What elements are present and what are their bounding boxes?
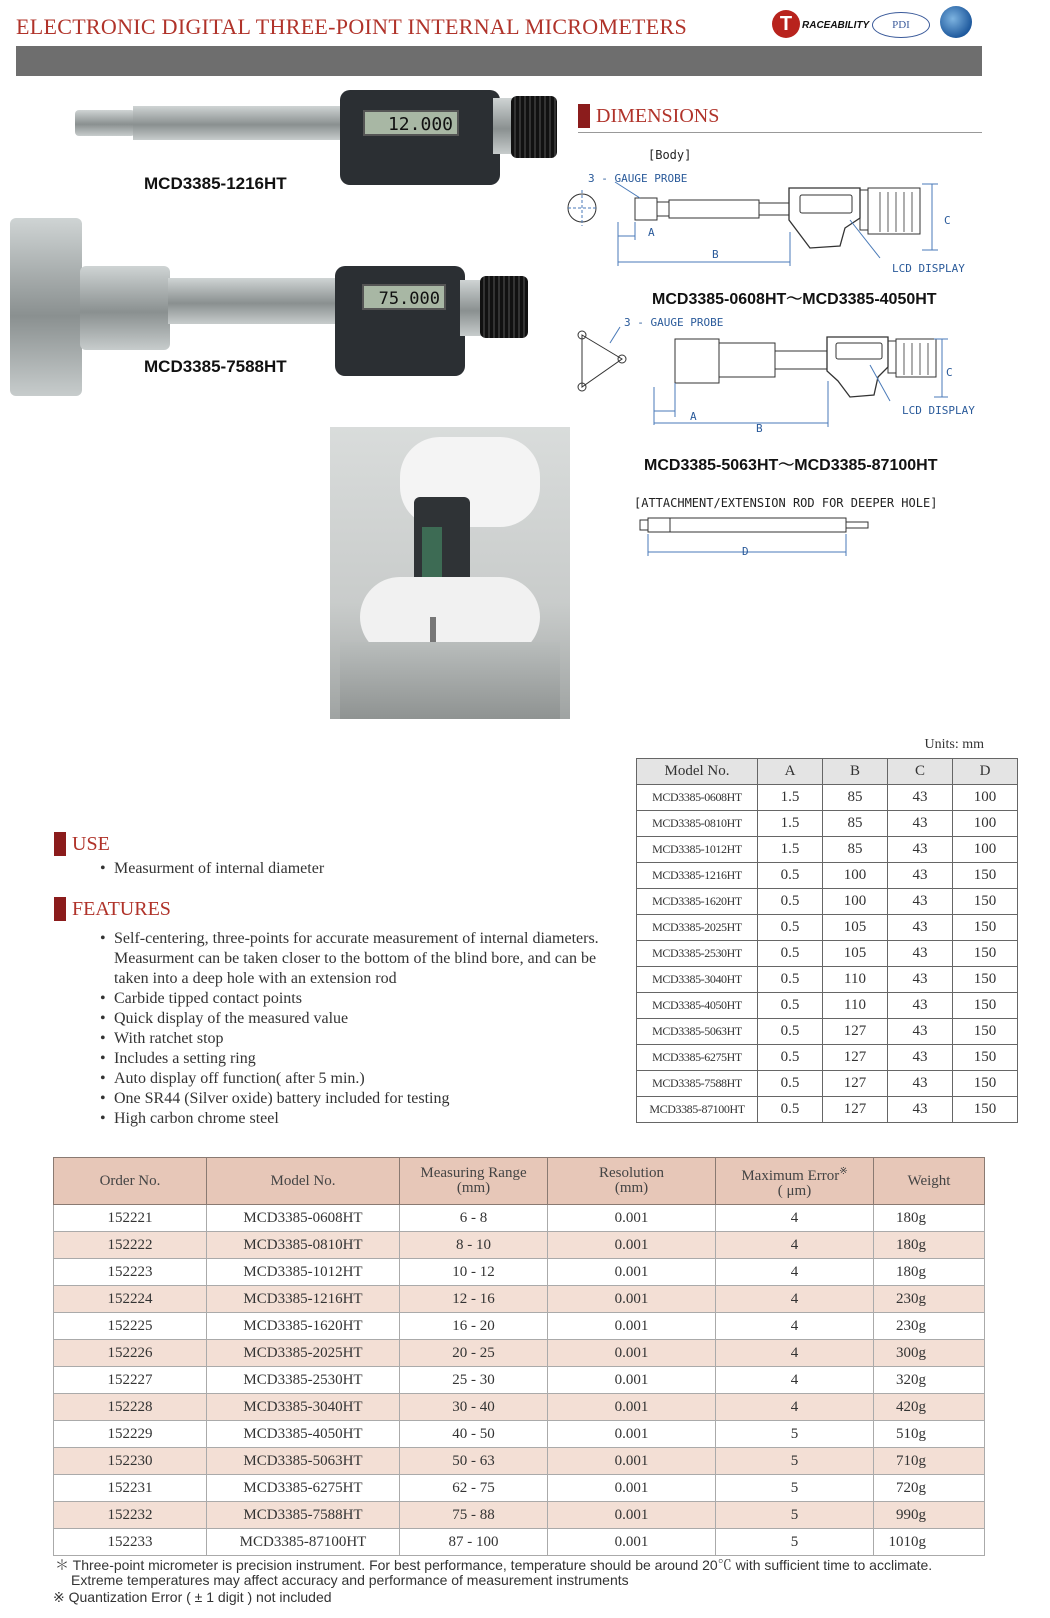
spec-table-cell: 0.001 xyxy=(548,1421,716,1448)
dims-table-cell: 85 xyxy=(823,837,888,863)
spec-table-cell: 5 xyxy=(716,1475,874,1502)
feature-item: • Self-centering, three-points for accurate measurement of internal diameters. Measurment can be taken closer to the bottom of the blind bore, and can be taken into a deep hole with an extension rod xyxy=(100,929,600,989)
spec-table-cell: 0.001 xyxy=(548,1475,716,1502)
spec-header-row xyxy=(54,1158,985,1205)
spec-table-cell: 720g xyxy=(874,1475,985,1502)
dim-b-label-1: B xyxy=(712,248,719,261)
dims-table-cell: 43 xyxy=(888,915,953,941)
spec-table-cell: 152221 xyxy=(54,1205,207,1232)
dims-table-cell: 100 xyxy=(823,889,888,915)
spec-table-cell: 12 - 16 xyxy=(400,1286,548,1313)
lcd-label-2: LCD DISPLAY xyxy=(902,404,975,417)
feature-item: • Quick display of the measured value xyxy=(100,1009,600,1029)
spec-table-cell: 1010g xyxy=(874,1529,985,1556)
dims-table-row xyxy=(637,967,1018,993)
dims-table-cell: 0.5 xyxy=(758,889,823,915)
spec-col-order: Order No. xyxy=(54,1158,207,1205)
spec-table-cell: 510g xyxy=(874,1421,985,1448)
dims-table-row xyxy=(637,863,1018,889)
spec-table-row xyxy=(54,1421,985,1448)
spec-table-cell: 152232 xyxy=(54,1502,207,1529)
dims-table-row xyxy=(637,941,1018,967)
dims-table-cell: 150 xyxy=(953,915,1018,941)
dims-table-cell: 1.5 xyxy=(758,785,823,811)
spec-table-row xyxy=(54,1259,985,1286)
dims-table-cell: 0.5 xyxy=(758,1071,823,1097)
dims-table-cell: 0.5 xyxy=(758,941,823,967)
spec-table-cell: 420g xyxy=(874,1394,985,1421)
spec-table-cell: MCD3385-2530HT xyxy=(207,1367,400,1394)
spec-table-cell: 0.001 xyxy=(548,1529,716,1556)
spec-table-cell: 152229 xyxy=(54,1421,207,1448)
spec-col-weight: Weight xyxy=(874,1158,985,1205)
dims-table-cell: MCD3385-7588HT xyxy=(637,1071,758,1097)
dims-table-cell: 0.5 xyxy=(758,967,823,993)
specifications-table xyxy=(53,1157,985,1556)
spec-table-cell: 0.001 xyxy=(548,1313,716,1340)
spec-table-cell: 25 - 30 xyxy=(400,1367,548,1394)
dims-table-cell: 0.5 xyxy=(758,1019,823,1045)
dims-table-row xyxy=(637,1019,1018,1045)
spec-table-cell: 4 xyxy=(716,1367,874,1394)
feature-item: • High carbon chrome steel xyxy=(100,1109,600,1129)
dims-table-cell: MCD3385-4050HT xyxy=(637,993,758,1019)
probe-label-1: 3 - GAUGE PROBE xyxy=(588,172,688,185)
dims-table-cell: 0.5 xyxy=(758,993,823,1019)
spec-table-cell: 152227 xyxy=(54,1367,207,1394)
dims-table-cell: MCD3385-3040HT xyxy=(637,967,758,993)
model-caption-7588: MCD3385-7588HT xyxy=(144,357,287,376)
use-item: • Measurment of internal diameter xyxy=(100,859,540,879)
spec-table-row xyxy=(54,1502,985,1529)
dimension-drawing-1 xyxy=(560,170,970,275)
spec-table-cell: 0.001 xyxy=(548,1502,716,1529)
header-bar xyxy=(16,46,982,76)
lcd-label-1: LCD DISPLAY xyxy=(892,262,965,275)
dims-table-row xyxy=(637,915,1018,941)
dims-table-cell: 43 xyxy=(888,941,953,967)
spec-table-row xyxy=(54,1367,985,1394)
spec-table-row xyxy=(54,1394,985,1421)
feature-item: • With ratchet stop xyxy=(100,1029,600,1049)
spec-table-row xyxy=(54,1340,985,1367)
spec-table-cell: MCD3385-2025HT xyxy=(207,1340,400,1367)
spec-table-cell: 152223 xyxy=(54,1259,207,1286)
spec-table-row xyxy=(54,1286,985,1313)
dims-table-cell: 127 xyxy=(823,1097,888,1123)
spec-table-row xyxy=(54,1475,985,1502)
traceability-logo: T xyxy=(772,10,800,38)
spec-table-cell: 50 - 63 xyxy=(400,1448,548,1475)
spec-table-row xyxy=(54,1448,985,1475)
spec-table-cell: 0.001 xyxy=(548,1394,716,1421)
spec-table-cell: MCD3385-1620HT xyxy=(207,1313,400,1340)
feature-item: • Carbide tipped contact points xyxy=(100,989,600,1009)
dims-table-cell: 127 xyxy=(823,1019,888,1045)
body-label: [Body] xyxy=(648,148,692,162)
model-caption-1216: MCD3385-1216HT xyxy=(144,174,287,193)
extension-rod-drawing xyxy=(630,514,870,564)
spec-table-cell: 40 - 50 xyxy=(400,1421,548,1448)
dims-table-row xyxy=(637,837,1018,863)
dims-table-cell: 100 xyxy=(953,785,1018,811)
spec-table-cell: 230g xyxy=(874,1313,985,1340)
dims-table-cell: 150 xyxy=(953,889,1018,915)
dims-table-row xyxy=(637,993,1018,1019)
spec-table-cell: 990g xyxy=(874,1502,985,1529)
dims-table-cell: 150 xyxy=(953,863,1018,889)
spec-table-cell: MCD3385-0810HT xyxy=(207,1232,400,1259)
dims-table-cell: MCD3385-2530HT xyxy=(637,941,758,967)
spec-table-cell: 62 - 75 xyxy=(400,1475,548,1502)
probe-label-2: 3 - GAUGE PROBE xyxy=(624,316,724,329)
dims-table-cell: 150 xyxy=(953,1019,1018,1045)
spec-col-model: Model No. xyxy=(207,1158,400,1205)
dims-table-cell: 150 xyxy=(953,967,1018,993)
dims-col-c: C xyxy=(888,759,953,785)
spec-table-cell: 0.001 xyxy=(548,1340,716,1367)
usage-photo xyxy=(330,427,570,719)
spec-table-cell: MCD3385-1012HT xyxy=(207,1259,400,1286)
spec-table-cell: 10 - 12 xyxy=(400,1259,548,1286)
spec-table-cell: 152224 xyxy=(54,1286,207,1313)
dims-table-cell: MCD3385-1216HT xyxy=(637,863,758,889)
dims-table-row xyxy=(637,1045,1018,1071)
spec-table-cell: MCD3385-87100HT xyxy=(207,1529,400,1556)
spec-table-cell: MCD3385-0608HT xyxy=(207,1205,400,1232)
header-logos xyxy=(772,6,972,42)
spec-table-cell: 4 xyxy=(716,1286,874,1313)
dims-table-cell: 43 xyxy=(888,863,953,889)
spec-table-cell: 4 xyxy=(716,1232,874,1259)
spec-table-cell: 152233 xyxy=(54,1529,207,1556)
dims-table-cell: 0.5 xyxy=(758,1045,823,1071)
spec-table-cell: 20 - 25 xyxy=(400,1340,548,1367)
traceability-text: RACEABILITY xyxy=(802,20,870,31)
spec-table-cell: 75 - 88 xyxy=(400,1502,548,1529)
spec-table-cell: 16 - 20 xyxy=(400,1313,548,1340)
lcd-readout-7588: 75.000 xyxy=(362,284,446,310)
dims-table-cell: MCD3385-0810HT xyxy=(637,811,758,837)
dims-table-cell: MCD3385-0608HT xyxy=(637,785,758,811)
spec-table-cell: 0.001 xyxy=(548,1286,716,1313)
spec-table-cell: 152225 xyxy=(54,1313,207,1340)
dim-d-label: D xyxy=(742,545,749,558)
dims-table-cell: 127 xyxy=(823,1071,888,1097)
spec-table-cell: 0.001 xyxy=(548,1205,716,1232)
dim-a-label-1: A xyxy=(648,226,655,239)
dims-table-cell: 43 xyxy=(888,993,953,1019)
spec-table-cell: 87 - 100 xyxy=(400,1529,548,1556)
dim-c-label-1: C xyxy=(944,214,951,227)
range-caption-1: MCD3385-0608HT～MCD3385-4050HT xyxy=(652,291,937,308)
dims-col-model: Model No. xyxy=(637,759,758,785)
spec-table-cell: 4 xyxy=(716,1340,874,1367)
spec-table-cell: 320g xyxy=(874,1367,985,1394)
dims-table-cell: MCD3385-5063HT xyxy=(637,1019,758,1045)
spec-col-max-error: Maximum Error※ ( μm) xyxy=(716,1158,874,1205)
spec-table-cell: 710g xyxy=(874,1448,985,1475)
pdi-logo: PDI xyxy=(872,12,930,38)
spec-table-cell: 30 - 40 xyxy=(400,1394,548,1421)
spec-table-cell: 0.001 xyxy=(548,1232,716,1259)
dims-table-row xyxy=(637,785,1018,811)
spec-table-cell: MCD3385-6275HT xyxy=(207,1475,400,1502)
spec-table-cell: 0.001 xyxy=(548,1448,716,1475)
dims-table-cell: 105 xyxy=(823,915,888,941)
dims-table-cell: MCD3385-1620HT xyxy=(637,889,758,915)
dims-header-row xyxy=(637,759,1018,785)
spec-table-cell: 5 xyxy=(716,1448,874,1475)
dim-c-label-2: C xyxy=(946,366,953,379)
dim-a-label-2: A xyxy=(690,410,697,423)
spec-table-cell: 5 xyxy=(716,1529,874,1556)
spec-table-row xyxy=(54,1529,985,1556)
spec-col-range: Measuring Range (mm) xyxy=(400,1158,548,1205)
dims-table-cell: MCD3385-1012HT xyxy=(637,837,758,863)
dims-col-d: D xyxy=(953,759,1018,785)
dims-table-cell: 43 xyxy=(888,1071,953,1097)
dims-table-cell: 100 xyxy=(953,837,1018,863)
feature-item: • Includes a setting ring xyxy=(100,1049,600,1069)
dims-table-row xyxy=(637,1071,1018,1097)
globe-icon xyxy=(940,6,972,38)
dims-table-cell: 43 xyxy=(888,837,953,863)
spec-table-cell: 180g xyxy=(874,1259,985,1286)
dimensions-rule xyxy=(578,132,982,133)
dims-table-cell: 100 xyxy=(823,863,888,889)
dims-table-cell: 43 xyxy=(888,785,953,811)
range-caption-2: MCD3385-5063HT～MCD3385-87100HT xyxy=(644,457,938,474)
spec-col-resolution: Resolution (mm) xyxy=(548,1158,716,1205)
product-image-1216 xyxy=(75,88,555,188)
units-label: Units: mm xyxy=(924,737,984,752)
spec-table-cell: MCD3385-7588HT xyxy=(207,1502,400,1529)
use-list xyxy=(100,859,540,879)
dims-table-cell: 0.5 xyxy=(758,1097,823,1123)
spec-table-cell: 152230 xyxy=(54,1448,207,1475)
lcd-readout-1216: 12.000 xyxy=(363,110,459,136)
spec-table-cell: 152222 xyxy=(54,1232,207,1259)
spec-table-cell: 5 xyxy=(716,1502,874,1529)
dims-table-cell: MCD3385-87100HT xyxy=(637,1097,758,1123)
dims-table-row xyxy=(637,1097,1018,1123)
use-heading: USE xyxy=(54,832,110,856)
dims-table-cell: 85 xyxy=(823,811,888,837)
spec-table-cell: MCD3385-3040HT xyxy=(207,1394,400,1421)
spec-table-cell: 4 xyxy=(716,1394,874,1421)
dimensions-heading: DIMENSIONS xyxy=(578,104,719,128)
dims-table-row xyxy=(637,889,1018,915)
dims-col-b: B xyxy=(823,759,888,785)
spec-table-cell: MCD3385-1216HT xyxy=(207,1286,400,1313)
spec-table-cell: MCD3385-5063HT xyxy=(207,1448,400,1475)
spec-table-cell: 5 xyxy=(716,1421,874,1448)
feature-item: • One SR44 (Silver oxide) battery included for testing xyxy=(100,1089,600,1109)
dims-table-cell: 150 xyxy=(953,993,1018,1019)
dims-table-cell: 0.5 xyxy=(758,863,823,889)
dims-col-a: A xyxy=(758,759,823,785)
dims-table-cell: 150 xyxy=(953,1045,1018,1071)
spec-table-cell: 0.001 xyxy=(548,1259,716,1286)
dims-table-cell: 1.5 xyxy=(758,811,823,837)
dim-b-label-2: B xyxy=(756,422,763,435)
spec-table-cell: MCD3385-4050HT xyxy=(207,1421,400,1448)
spec-table-cell: 4 xyxy=(716,1313,874,1340)
dims-table-row xyxy=(637,811,1018,837)
note-quantization: ※ Quantization Error ( ± 1 digit ) not included xyxy=(53,1589,332,1605)
spec-table-cell: 152228 xyxy=(54,1394,207,1421)
dimensions-table xyxy=(636,758,1018,1123)
dims-table-cell: 150 xyxy=(953,1097,1018,1123)
dims-table-cell: 43 xyxy=(888,1045,953,1071)
spec-table-cell: 6 - 8 xyxy=(400,1205,548,1232)
spec-table-row xyxy=(54,1232,985,1259)
spec-table-row xyxy=(54,1205,985,1232)
spec-table-cell: 180g xyxy=(874,1232,985,1259)
dims-table-cell: 0.5 xyxy=(758,915,823,941)
dims-table-cell: MCD3385-6275HT xyxy=(637,1045,758,1071)
dims-table-cell: 110 xyxy=(823,993,888,1019)
spec-table-cell: 4 xyxy=(716,1259,874,1286)
spec-table-cell: 230g xyxy=(874,1286,985,1313)
spec-table-cell: 152226 xyxy=(54,1340,207,1367)
dims-table-cell: 85 xyxy=(823,785,888,811)
dims-table-cell: 43 xyxy=(888,1097,953,1123)
spec-table-cell: 300g xyxy=(874,1340,985,1367)
features-list xyxy=(100,929,600,1129)
spec-table-row xyxy=(54,1313,985,1340)
spec-table-cell: 0.001 xyxy=(548,1367,716,1394)
spec-table-cell: 8 - 10 xyxy=(400,1232,548,1259)
attachment-label: [ATTACHMENT/EXTENSION ROD FOR DEEPER HOLE] xyxy=(634,496,938,510)
features-heading: FEATURES xyxy=(54,897,171,921)
dims-table-cell: 150 xyxy=(953,1071,1018,1097)
dims-table-cell: MCD3385-2025HT xyxy=(637,915,758,941)
page-title: ELECTRONIC DIGITAL THREE-POINT INTERNAL MICROMETERS xyxy=(16,14,688,39)
dims-table-cell: 43 xyxy=(888,1019,953,1045)
spec-table-cell: 4 xyxy=(716,1205,874,1232)
spec-table-cell: 180g xyxy=(874,1205,985,1232)
dims-table-cell: 100 xyxy=(953,811,1018,837)
dims-table-cell: 43 xyxy=(888,967,953,993)
dims-table-cell: 105 xyxy=(823,941,888,967)
dims-table-cell: 127 xyxy=(823,1045,888,1071)
feature-item: • Auto display off function( after 5 min.) xyxy=(100,1069,600,1089)
note-precision: ＊ Three-point micrometer is precision instrument. For best performance, temperature should be around 20℃ with sufficient time to acclimate. Extreme temperatures may affect accuracy and performance of measurement instruments xyxy=(55,1557,933,1588)
dims-table-cell: 43 xyxy=(888,889,953,915)
spec-table-cell: 152231 xyxy=(54,1475,207,1502)
dims-table-cell: 1.5 xyxy=(758,837,823,863)
dims-table-cell: 150 xyxy=(953,941,1018,967)
dims-table-cell: 43 xyxy=(888,811,953,837)
dims-table-cell: 110 xyxy=(823,967,888,993)
